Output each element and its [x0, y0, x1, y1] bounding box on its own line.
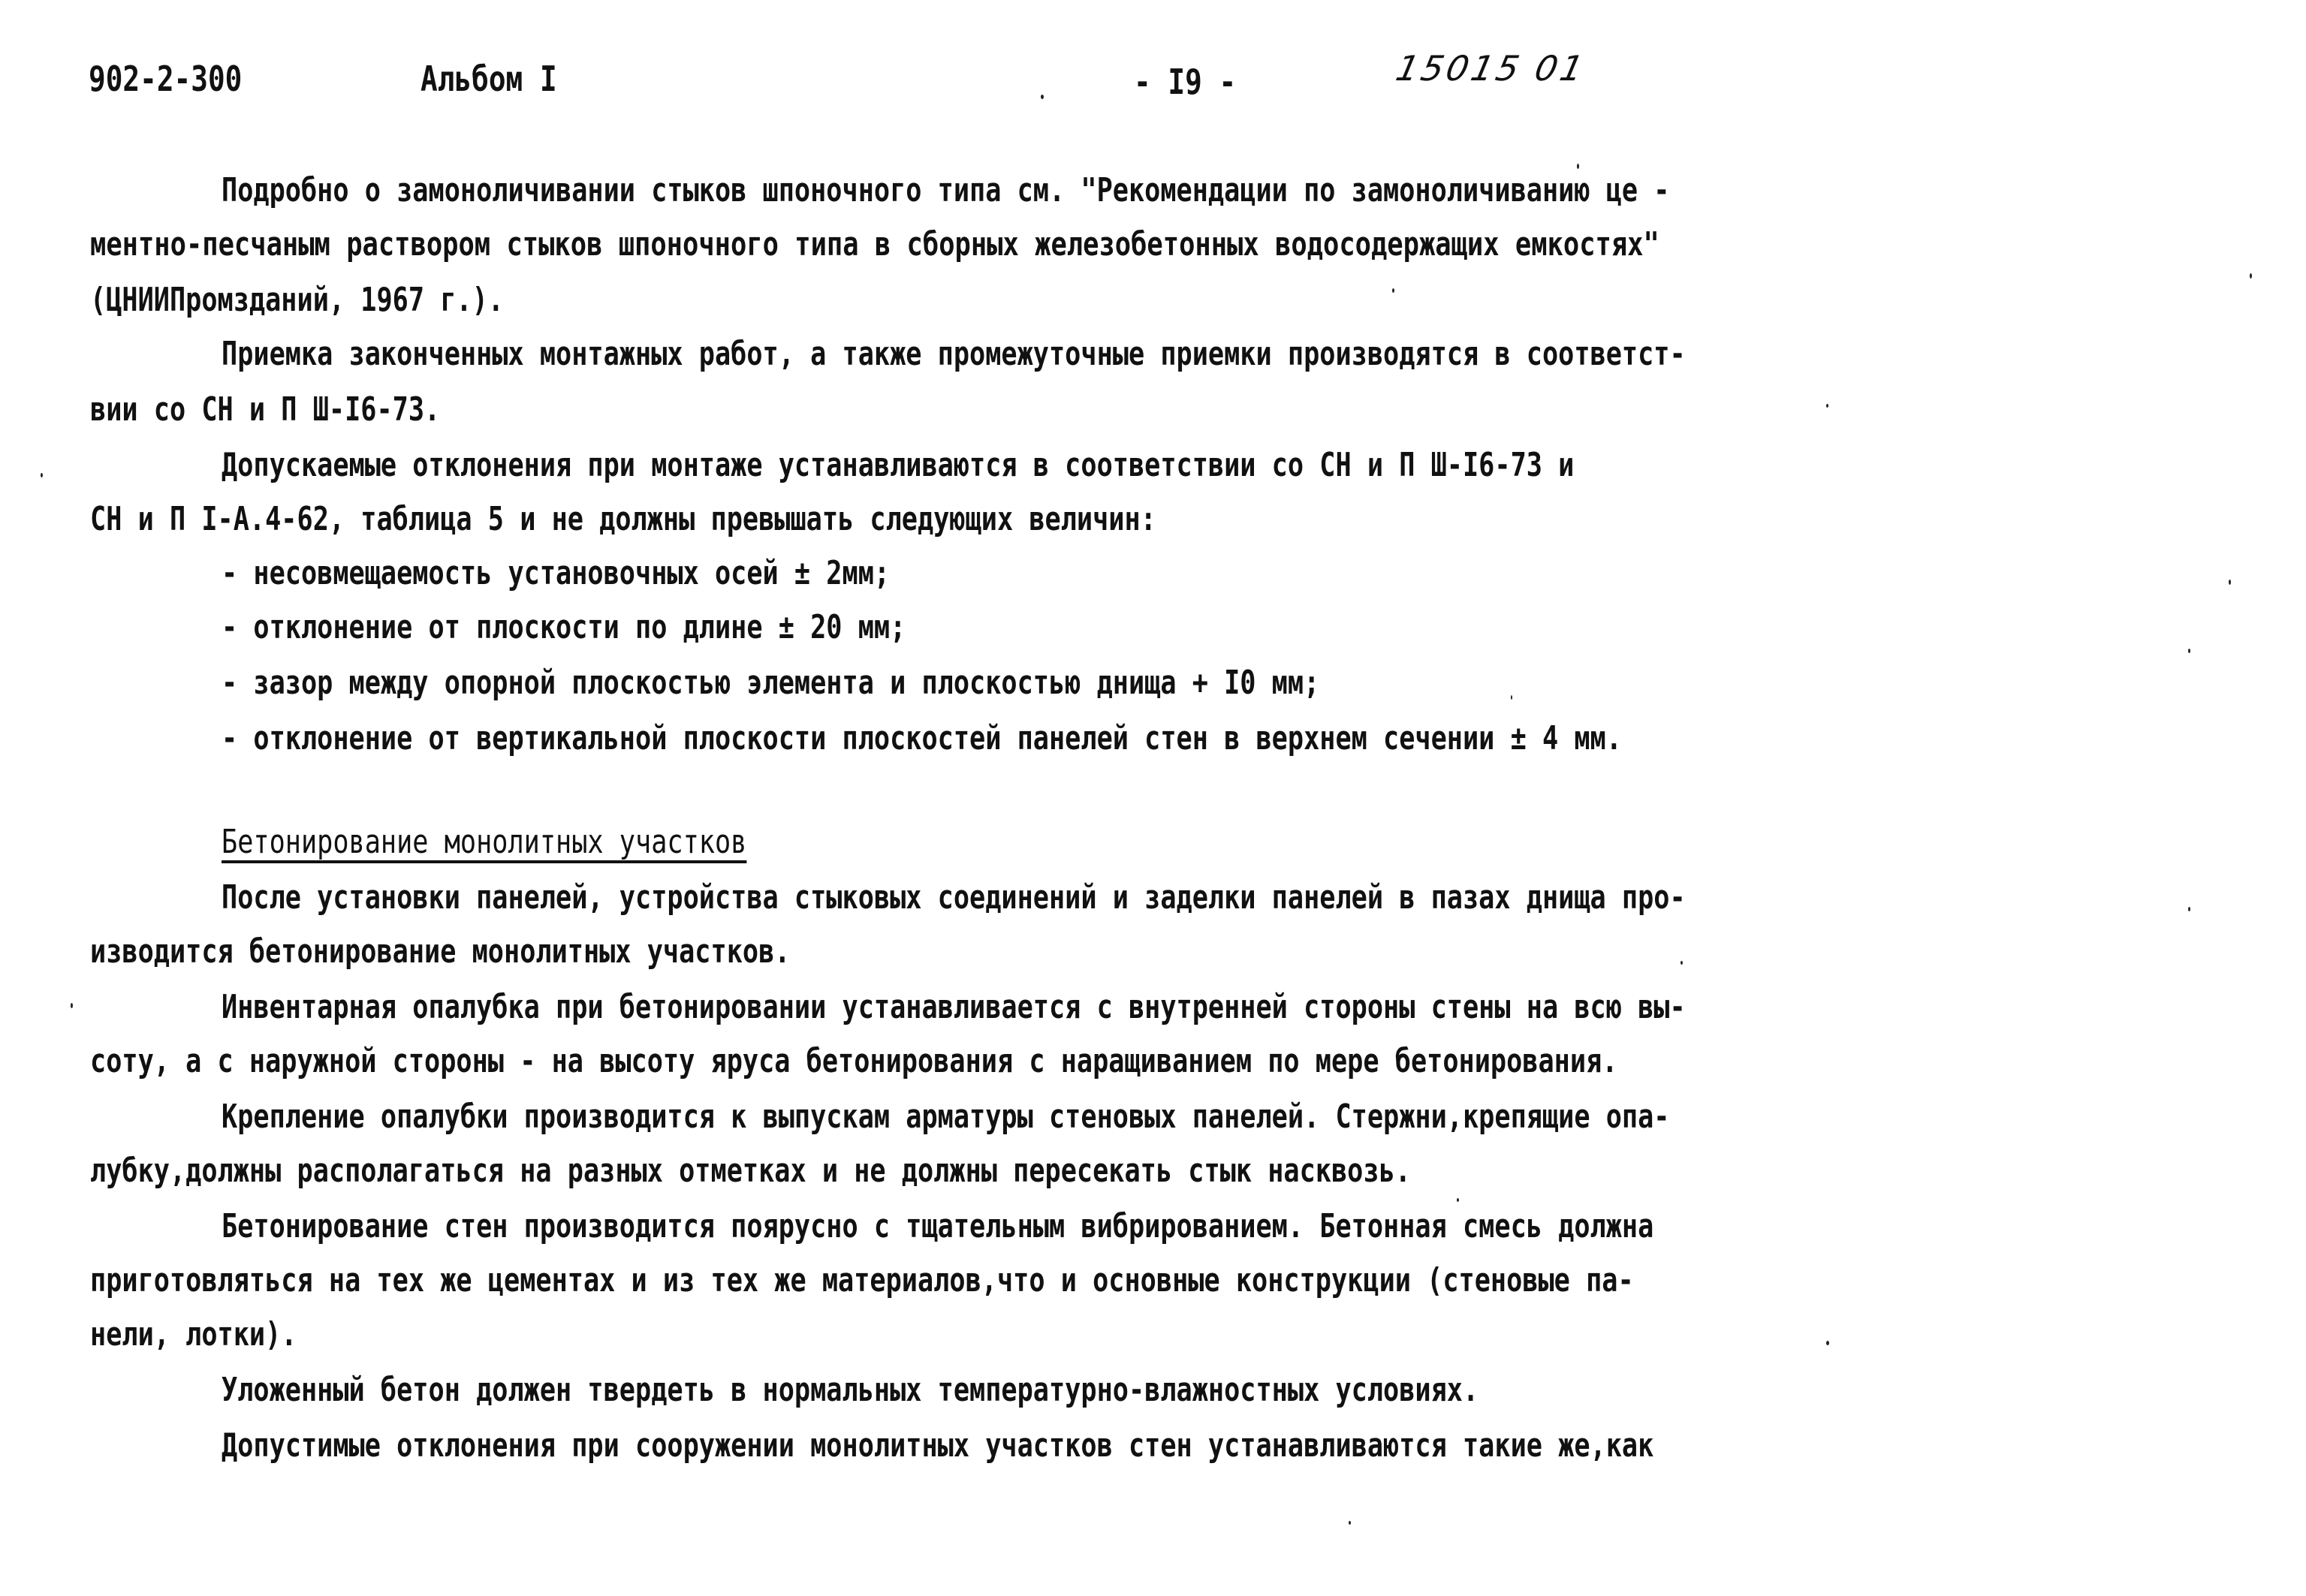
scan-speck — [2250, 273, 2252, 279]
text-line: лубку,должны располагаться на разных отметках и не должны пересекать стык насквозь. — [90, 1152, 1411, 1190]
text-line: нели, лотки). — [90, 1315, 297, 1354]
scan-speck — [1041, 95, 1044, 99]
scan-speck — [2188, 649, 2190, 653]
scan-speck — [71, 1003, 73, 1008]
section-heading: Бетонирование монолитных участков — [222, 823, 747, 861]
scan-speck — [1349, 1521, 1351, 1525]
handwritten-stamp: 15015 01 — [1392, 48, 1590, 89]
text-line: Инвентарная опалубка при бетонировании устанавливается с внутренней стороны стены на всю вы- — [222, 988, 1686, 1026]
scan-speck — [2188, 907, 2190, 911]
list-item: - отклонение от плоскости по длине ± 20 мм; — [222, 608, 906, 646]
text-line: Крепление опалубки производится к выпускам арматуры стеновых панелей. Стержни,крепящие опа- — [222, 1098, 1670, 1136]
text-line: Уложенный бетон должен твердеть в нормальных температурно-влажностных условиях. — [222, 1371, 1479, 1409]
scan-speck — [1681, 961, 1683, 965]
scan-speck — [1577, 164, 1579, 169]
text-line: соту, а с наружной стороны - на высоту яруса бетонирования с наращиванием по мере бетонирования. — [90, 1042, 1618, 1080]
scan-speck — [41, 473, 43, 477]
scan-speck — [1392, 288, 1394, 293]
album-label: Альбом I — [421, 59, 557, 99]
text-line: вии со СН и П Ш-I6-73. — [90, 390, 441, 429]
list-item: - зазор между опорной плоскостью элемента и плоскостью днища + I0 мм; — [222, 664, 1320, 702]
text-line: Допускаемые отклонения при монтаже устанавливаются в соответствии со СН и П Ш-I6-73 и — [222, 446, 1575, 484]
text-line: приготовляться на тех же цементах и из тех же материалов,что и основные конструкции (стеновые па- — [90, 1261, 1634, 1299]
scan-speck — [1826, 404, 1828, 408]
text-line: изводится бетонирование монолитных участков. — [90, 932, 791, 971]
scan-speck — [2229, 580, 2231, 585]
text-line: (ЦНИИПромзданий, 1967 г.). — [90, 281, 504, 319]
list-item: - несовмещаемость установочных осей ± 2мм; — [222, 554, 891, 592]
document-code: 902-2-300 — [89, 59, 243, 99]
text-line: СН и П I-А.4-62, таблица 5 и не должны превышать следующих величин: — [90, 500, 1156, 538]
text-line: После установки панелей, устройства стыковых соединений и заделки панелей в пазах днища про- — [222, 878, 1686, 917]
text-line: Подробно о замоноличивании стыков шпоночного типа см. "Рекомендации по замоноличиванию це - — [222, 171, 1670, 209]
scan-speck — [1457, 1198, 1459, 1202]
page-number: - I9 - — [1134, 62, 1237, 102]
text-line: Бетонирование стен производится поярусно с тщательным вибрированием. Бетонная смесь должна — [222, 1207, 1654, 1245]
text-line: Допустимые отклонения при сооружении монолитных участков стен устанавливаются такие же,как — [222, 1426, 1654, 1465]
text-line: ментно-песчаным раствором стыков шпоночного типа в сборных железобетонных водосодержащих емкостях" — [90, 225, 1659, 263]
scan-speck — [1826, 1341, 1829, 1345]
list-item: - отклонение от вертикальной плоскости плоскостей панелей стен в верхнем сечении ± 4 мм. — [222, 719, 1622, 757]
scan-speck — [1511, 695, 1512, 700]
text-line: Приемка законченных монтажных работ, а также промежуточные приемки производятся в соответст- — [222, 335, 1686, 373]
